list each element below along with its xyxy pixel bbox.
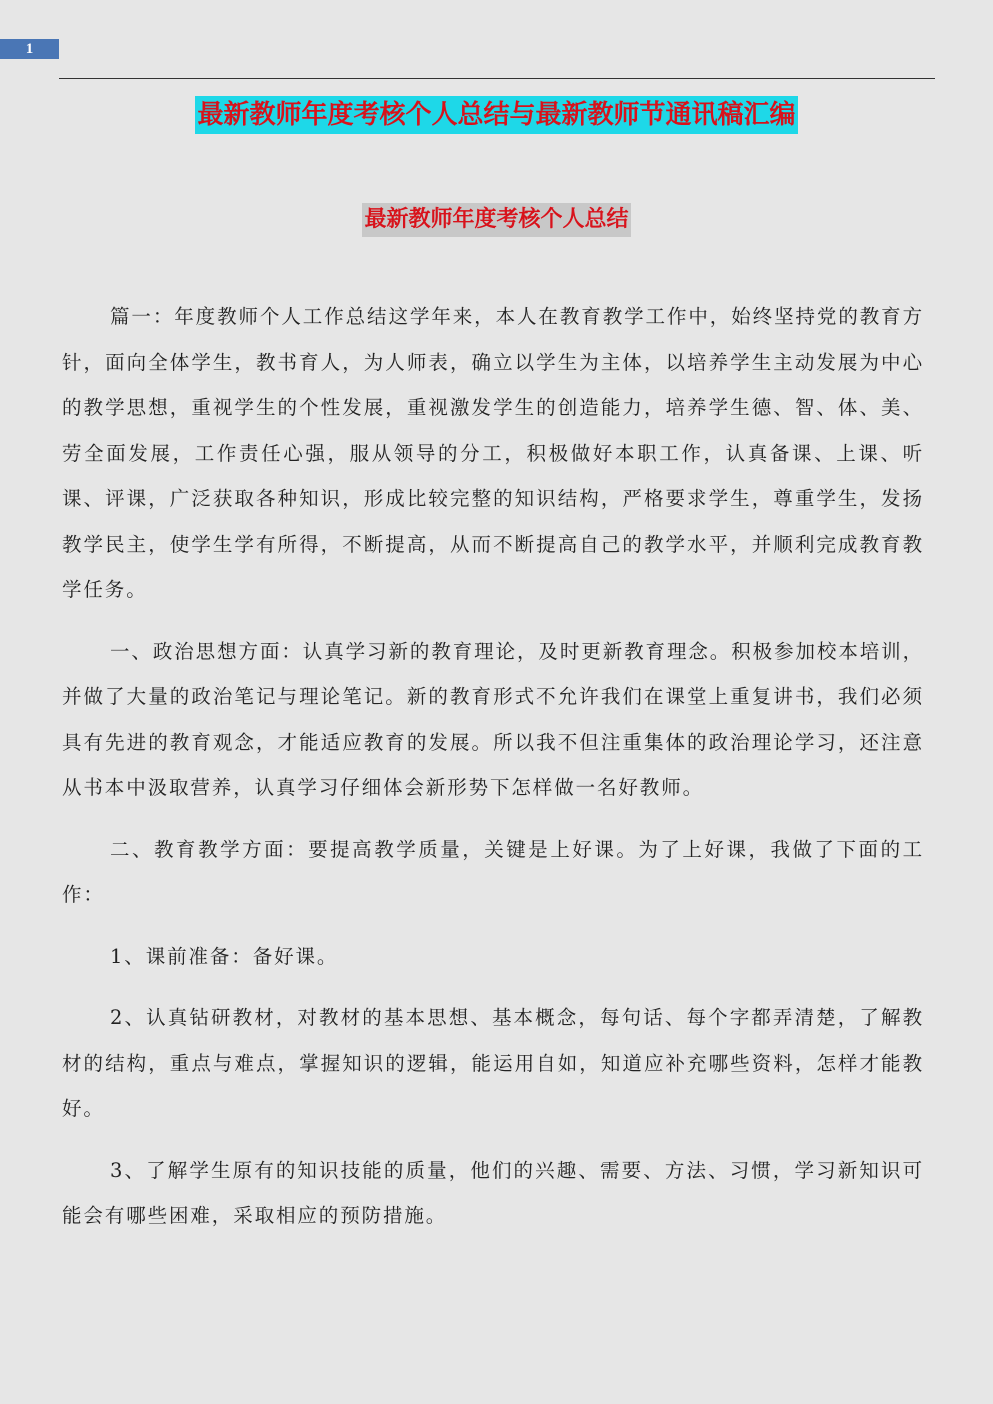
paragraph: 3、了解学生原有的知识技能的质量，他们的兴趣、需要、方法、习惯，学习新知识可能会有哪些困难，采取相应的预防措施。 [62, 1158, 924, 1227]
paragraph: 二、教育教学方面：要提高教学质量，关键是上好课。为了上好课，我做了下面的工作： [62, 837, 924, 906]
header-divider [59, 78, 935, 79]
paragraph: 1、课前准备：备好课。 [110, 944, 339, 968]
section-title-container [0, 203, 993, 237]
document-title-container [0, 96, 993, 134]
document-body [62, 294, 924, 1255]
paragraph: 2、认真钻研教材，对教材的基本思想、基本概念，每句话、每个字都弄清楚，了解教材的结构，重点与难点，掌握知识的逻辑，能运用自如，知道应补充哪些资料，怎样才能教好。 [62, 1006, 924, 1120]
document-title: 最新教师年度考核个人总结与最新教师节通讯稿汇编 [195, 96, 797, 134]
section-title: 最新教师年度考核个人总结 [362, 203, 630, 237]
paragraph: 一、政治思想方面：认真学习新的教育理论，及时更新教育理念。积极参加校本培训，并做了大量的政治笔记与理论笔记。新的教育形式不允许我们在课堂上重复讲书，我们必须具有先进的教育观念，才能适应教育的发展。所以我不但注重集体的政治理论学习，还注意从书本中汲取营养，认真学习仔细体会新形势下怎样做一名好教师。 [62, 639, 924, 799]
paragraph: 篇一：年度教师个人工作总结这学年来，本人在教育教学工作中，始终坚持党的教育方针，面向全体学生，教书育人，为人师表，确立以学生为主体，以培养学生主动发展为中心的教学思想，重视学生的个性发展，重视激发学生的创造能力，培养学生德、智、体、美、劳全面发展，工作责任心强，服从领导的分工，积极做好本职工作，认真备课、上课、听课、评课，广泛获取各种知识，形成比较完整的知识结构，严格要求学生，尊重学生，发扬教学民主，使学生学有所得，不断提高，从而不断提高自己的教学水平，并顺利完成教育教学任务。 [62, 305, 924, 601]
page-number-badge: 1 [0, 39, 59, 59]
